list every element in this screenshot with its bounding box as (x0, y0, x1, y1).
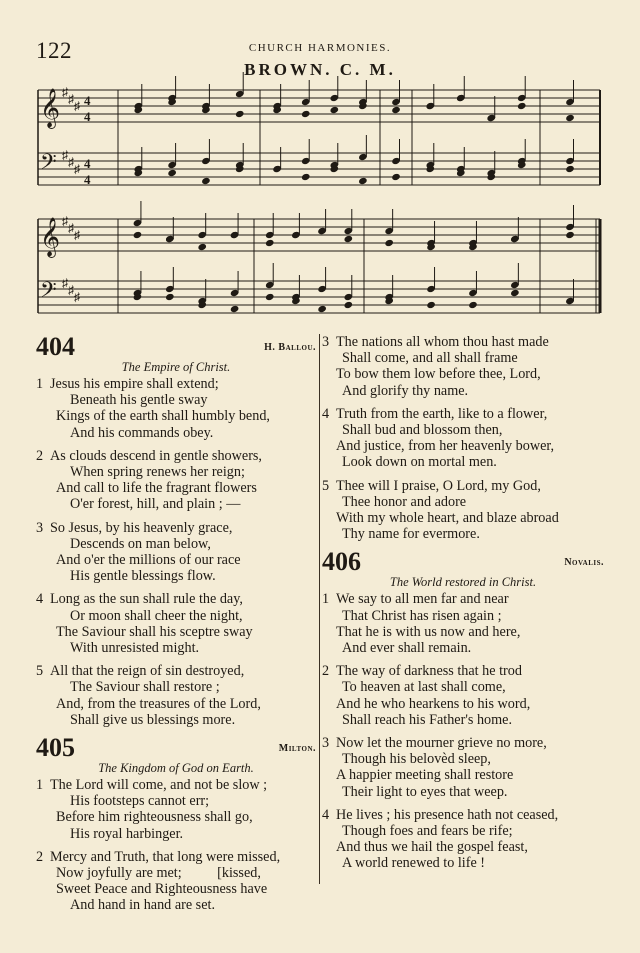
verse-line: To bow them low before thee, Lord, (336, 366, 541, 383)
verse-line: Though his belovèd sleep, (342, 751, 491, 768)
bass-clef-icon: 𝄢 (40, 278, 57, 308)
stanza (322, 735, 604, 800)
time-signature: 4 (84, 109, 91, 124)
stanza (322, 663, 604, 728)
verse-line: We say to all men far and near (336, 591, 509, 608)
running-head: CHURCH HARMONIES. (248, 42, 392, 54)
stanza-number: 1 (36, 376, 44, 392)
verse-line: Shall reach his Father's home. (342, 711, 513, 728)
verse-line: Descends on man below, (70, 535, 211, 552)
note-head (330, 106, 340, 114)
verse-line: Shall bud and blossom then, (342, 422, 503, 439)
verse-line: The way of darkness that he trod (336, 663, 522, 680)
verse-line: So Jesus, by his heavenly grace, (50, 519, 233, 536)
stanza (322, 406, 604, 471)
hymn-title: The World restored in Christ. (389, 575, 537, 590)
verse-line: That Christ has risen again ; (342, 607, 502, 624)
note-head (358, 177, 368, 185)
time-signature: 4 (84, 156, 91, 171)
verse-line: Long as the sun shall rule the day, (50, 591, 243, 608)
page-number: 122 (36, 38, 72, 63)
hymn-author: Milton. (278, 743, 316, 755)
verse-line: And hand in hand are set. (70, 897, 215, 914)
hymn-404 (36, 334, 316, 728)
right-column (322, 334, 604, 879)
note-head (391, 106, 401, 114)
hymn-number: 404 (36, 332, 75, 361)
stanza-number: 1 (322, 591, 330, 608)
verse-line: All that the reign of sin destroyed, (50, 663, 245, 680)
stanza (322, 591, 604, 656)
hymn-author: Novalis. (564, 557, 604, 569)
hymn-406 (322, 549, 604, 871)
sharp-icon: ♯ (68, 283, 74, 297)
hymn-405-continued (322, 334, 604, 542)
sharp-icon: ♯ (74, 99, 80, 113)
verse-line: Kings of the earth shall humbly bend, (56, 408, 270, 425)
note-head (517, 102, 527, 110)
bass-clef-icon: 𝄢 (40, 150, 57, 180)
verse-line: As clouds descend in gentle showers, (50, 447, 262, 464)
hymn-title: The Empire of Christ. (121, 360, 231, 374)
hymn-number: 406 (322, 547, 361, 577)
stanza-number: 5 (36, 663, 44, 680)
stanza (36, 520, 316, 585)
verse-line: O'er forest, hill, and plain ; — (70, 496, 241, 513)
treble-clef-icon: 𝄞 (40, 88, 61, 128)
verse-line: With unresisted might. (70, 640, 200, 657)
verse-line: The nations all whom thou hast made (336, 334, 549, 350)
time-signature: 4 (84, 172, 91, 187)
verse-line: And o'er the millions of our race (56, 552, 241, 569)
hymn-number: 405 (36, 733, 75, 763)
verse-line: Shall give us blessings more. (70, 711, 236, 728)
hymn-author: H. Ballou. (264, 342, 316, 353)
note-head (301, 173, 311, 181)
verse-line: And ever shall remain. (342, 640, 472, 657)
verse-line: When spring renews her reign; (70, 464, 245, 481)
verse-line: His royal harbinger. (70, 825, 184, 842)
verse-line: He lives ; his presence hath not ceased, (336, 806, 559, 823)
stanza-number: 2 (36, 447, 44, 464)
treble-clef-icon: 𝄞 (40, 217, 61, 257)
stanza-number: 4 (322, 806, 330, 823)
verse-line: And thus we hail the gospel feast, (336, 839, 528, 856)
hymn-405 (36, 735, 316, 914)
stanza-number: 2 (36, 848, 44, 865)
verse-line: And he who hearkens to his word, (336, 695, 531, 712)
verse-line: Look down on mortal men. (342, 454, 497, 471)
verse-line: Before him righteousness shall go, (56, 809, 253, 826)
music-score (0, 0, 640, 330)
verse-line: And glorify thy name. (342, 382, 469, 399)
note-head (301, 110, 311, 118)
sharp-icon: ♯ (62, 85, 68, 99)
verse-line: The Saviour shall his sceptre sway (56, 623, 253, 640)
note-head (468, 301, 478, 309)
stanza (322, 807, 604, 872)
stanza (36, 849, 316, 914)
note-head (565, 165, 575, 173)
sharp-icon: ♯ (74, 162, 80, 176)
stanza-number: 4 (322, 405, 330, 422)
stanza (322, 478, 604, 543)
sharp-icon: ♯ (68, 221, 74, 235)
verse-line: A world renewed to life ! (342, 855, 486, 872)
stanza (36, 376, 316, 441)
verse-line: His gentle blessings flow. (70, 568, 216, 585)
note-head (565, 114, 575, 122)
note-head (235, 110, 245, 118)
verse-line: Thee honor and adore (342, 493, 467, 510)
sharp-icon: ♯ (68, 92, 74, 106)
stanza (36, 591, 316, 656)
stanza-number: 3 (322, 735, 330, 752)
verse-line: The Lord will come, and not be slow ; (50, 777, 268, 794)
stanza-number: 5 (322, 477, 330, 494)
verse-line: Their light to eyes that weep. (342, 783, 508, 800)
sharp-icon: ♯ (62, 276, 68, 290)
verse-line: Sweet Peace and Righteousness have (56, 881, 268, 898)
verse-line: To heaven at last shall come, (342, 679, 506, 696)
time-signature: 4 (84, 93, 91, 108)
verse-line: And his commands obey. (70, 424, 214, 441)
verse-line: And call to life the fragrant flowers (56, 480, 257, 497)
stanza-number: 2 (322, 663, 330, 680)
verse-line: A happier meeting shall restore (336, 767, 514, 784)
note-head (230, 305, 240, 313)
verse-line: And, from the treasures of the Lord, (56, 695, 261, 712)
stanza-number: 1 (36, 777, 44, 794)
sharp-icon: ♯ (68, 155, 74, 169)
verse-line: Mercy and Truth, that long were missed, (50, 848, 281, 865)
note-head (165, 293, 175, 301)
note-head (344, 235, 354, 243)
column-divider (319, 334, 320, 884)
note-head (201, 177, 211, 185)
verse-line: Jesus his empire shall extend; (50, 376, 219, 392)
note-head (391, 173, 401, 181)
tune-title: BROWN. C. M. (244, 60, 396, 79)
stanza (322, 334, 604, 399)
verse-line: And justice, from her heavenly bower, (336, 438, 555, 455)
verse-line: Though foes and fears be rife; (342, 823, 513, 840)
note-head (426, 301, 436, 309)
note-head (265, 293, 275, 301)
stanza (36, 663, 316, 728)
hymn-title: The Kingdom of God on Earth. (98, 761, 254, 776)
verse-line: Beneath his gentle sway (70, 392, 208, 409)
stanza-number: 3 (322, 334, 330, 350)
note-head (265, 239, 275, 247)
verse-line: With my whole heart, and blaze abroad (336, 510, 559, 527)
stanza (36, 448, 316, 513)
stanza-number: 4 (36, 591, 44, 608)
verse-line: Thee will I praise, O Lord, my God, (336, 477, 541, 494)
note-head (384, 239, 394, 247)
verse-line: Now let the mourner grieve no more, (336, 735, 547, 752)
note-head (344, 301, 354, 309)
note-head (167, 169, 177, 177)
verse-line: Truth from the earth, like to a flower, (336, 405, 548, 422)
sharp-icon: ♯ (74, 290, 80, 304)
verse-line: Now joyfully are met; [kissed, (56, 865, 261, 882)
note-head (197, 243, 207, 251)
note-head (133, 231, 143, 239)
note-head (317, 305, 327, 313)
note-head (510, 289, 520, 297)
sharp-icon: ♯ (62, 214, 68, 228)
verse-line: Shall come, and all shall frame (342, 350, 518, 367)
left-column (36, 334, 316, 921)
note-head (565, 231, 575, 239)
verse-line: Or moon shall cheer the night, (70, 607, 243, 624)
sharp-icon: ♯ (74, 228, 80, 242)
verse-line: His footsteps cannot err; (70, 793, 210, 810)
stanza-number: 3 (36, 519, 44, 536)
verse-line: The Saviour shall restore ; (70, 679, 220, 696)
verse-line: Thy name for evermore. (342, 526, 480, 543)
verse-line: That he is with us now and here, (336, 623, 521, 640)
sharp-icon: ♯ (62, 148, 68, 162)
stanza (36, 777, 316, 842)
